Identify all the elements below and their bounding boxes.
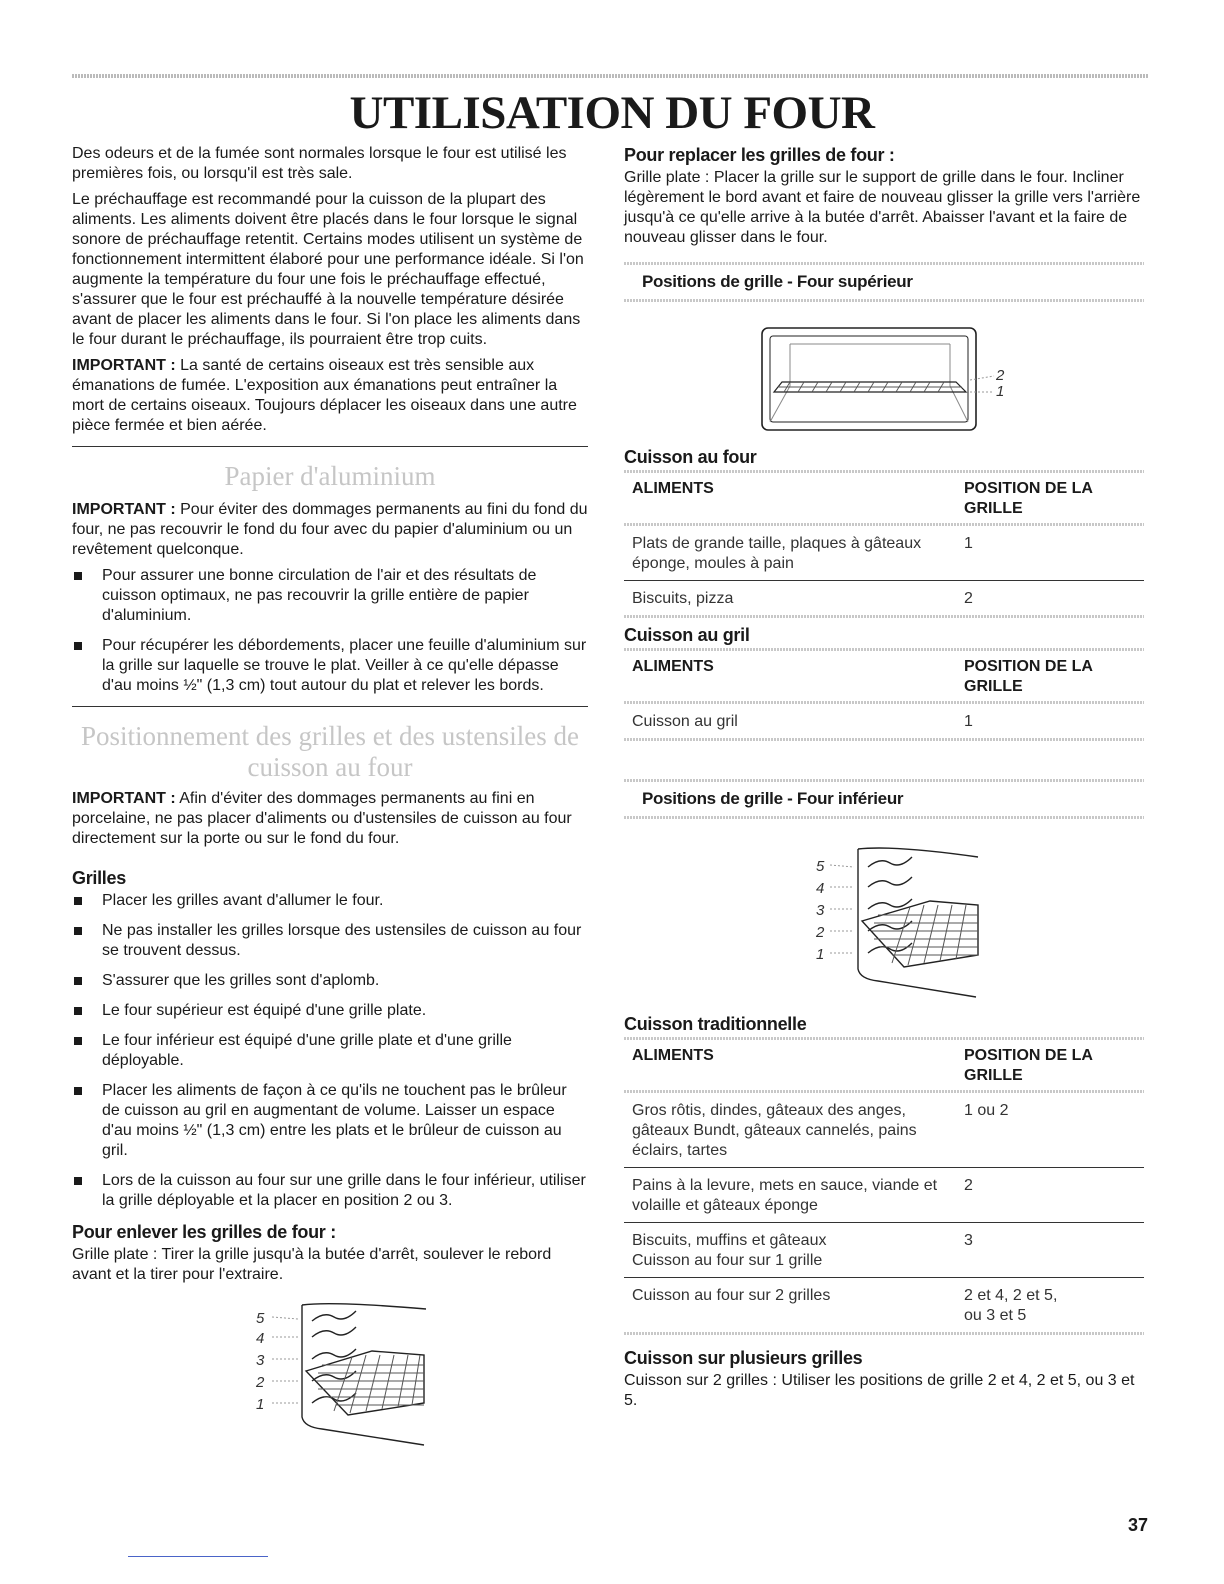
table-header: [624, 473, 1144, 523]
table-header: [624, 651, 1144, 701]
cell-food: Biscuits, muffins et gâteaux Cuisson au four sur 1 grille: [632, 1232, 827, 1269]
lower-rack-label-2: 2: [816, 924, 825, 941]
cell-food: Pains à la levure, mets en sauce, viande et volaille et gâteaux éponge: [632, 1177, 938, 1214]
important-text: Afin d'éviter des dommages permanents au fini en porcelaine, ne pas placer d'aliments ou d'ustensiles de cuisson au four directement sur la porte ou sur le fond du four.: [72, 790, 572, 847]
foil-bullet-list: [72, 566, 588, 696]
list-item: Lors de la cuisson au four sur une grille dans le four inférieur, utiliser la grille déployable et la placer en position 2 ou 3.: [72, 1171, 588, 1211]
intro-paragraph-1: Des odeurs et de la fumée sont normales lorsque le four est utilisé les premières fois, ou lorsqu'il est très sale.: [72, 145, 567, 182]
intro-paragraph-2: Le préchauffage est recommandé pour la cuisson de la plupart des aliments. Les aliments doivent être placés dans le four lorsque le signal sonore de préchauffage retentit. Certains modes utilisent un système de fonctionnement intermittent élaboré pour une performance idéale. Si l'on augmente la température du four une fois le préchauffage effectué, s'assurer que le four est préchauffé à la nouvelle température désirée avant de placer les aliments dans le four. Si l'on place les aliments dans le four durant le préchauffage, ils pourraient être trop cuits.: [72, 191, 584, 348]
left-column: [72, 144, 588, 1449]
replace-racks-heading: Pour replacer les grilles de four :: [624, 145, 895, 165]
table-row: [624, 526, 1144, 581]
broil-table-title: Cuisson au gril: [624, 625, 750, 645]
table-header: [624, 1040, 1144, 1090]
column-header-foods: ALIMENTS: [632, 658, 714, 675]
grilles-heading: Grilles: [72, 868, 126, 888]
cell-position: 2 et 4, 2 et 5, ou 3 et 5: [964, 1287, 1058, 1324]
list-item: Pour récupérer les débordements, placer une feuille d'aluminium sur la grille sur laquelle se trouve le plat. Veiller à ce qu'elle dépasse d'au moins ½" (1,3 cm) tout autour du plat et relever les bords.: [72, 636, 588, 696]
lower-oven-figure: [814, 843, 984, 1003]
baking-table-title: Cuisson au four: [624, 447, 757, 467]
remove-racks-text: Grille plate : Tirer la grille jusqu'à la butée d'arrêt, soulever le rebord avant et la tirer pour l'extraire.: [72, 1246, 552, 1283]
table-rule: [624, 816, 1144, 819]
table-rule: [624, 299, 1144, 302]
upper-rack-label-2: 2: [996, 367, 1005, 384]
right-column: [624, 144, 1144, 1417]
upper-rack-label-1: 1: [996, 383, 1005, 400]
lower-rack-label-3: 3: [816, 902, 825, 919]
cell-food: Biscuits, pizza: [632, 590, 734, 607]
rack-diagram: [252, 1299, 432, 1449]
lower-oven-table-title: Positions de grille - Four inférieur: [642, 789, 904, 808]
rack-label-5: 5: [256, 1310, 265, 1327]
replace-racks-text: Grille plate : Placer la grille sur le support de grille dans le four. Incliner légèrement le bord avant et faire de nouveau glisser la grille vers l'arrière jusqu'à ce qu'elle arrive à la butée d'arrêt. Abaisser l'avant et la faire de nouveau glisser dans le four.: [624, 169, 1141, 246]
lower-rack-label-4: 4: [816, 880, 825, 897]
broil-table: [624, 651, 1144, 741]
table-row: [624, 1093, 1144, 1168]
list-item: Placer les grilles avant d'allumer le four.: [72, 891, 588, 911]
important-label: IMPORTANT :: [72, 357, 176, 374]
page-title: UTILISATION DU FOUR: [349, 87, 875, 139]
cell-food: Cuisson au gril: [632, 713, 738, 730]
section-divider: [72, 446, 588, 447]
foil-important: [72, 500, 588, 560]
footer-line: [128, 1556, 268, 1557]
list-item: Le four inférieur est équipé d'une grille plate et d'une grille déployable.: [72, 1031, 588, 1071]
rack-label-4: 4: [256, 1330, 265, 1347]
list-item: S'assurer que les grilles sont d'aplomb.: [72, 971, 588, 991]
lower-oven-diagram: [814, 843, 984, 1003]
important-text: La santé de certains oiseaux est très sensible aux émanations de fumée. L'exposition aux émanations peut entraîner la mort de certains oiseaux. Toujours déplacer les oiseaux dans une autre pièce fermée et bien aérée.: [72, 357, 577, 434]
cell-position: 1: [964, 535, 973, 552]
column-header-foods: ALIMENTS: [632, 1047, 714, 1064]
positioning-heading-line-2: cuisson au four: [247, 752, 413, 782]
lower-rack-label-5: 5: [816, 858, 825, 875]
positioning-important: [72, 789, 588, 849]
cell-position: 1: [964, 713, 973, 730]
positioning-heading-line-1: Positionnement des grilles et des ustensiles de: [81, 721, 579, 751]
table-row: [624, 1278, 1144, 1332]
table-row: [624, 1168, 1144, 1223]
column-header-foods: ALIMENTS: [632, 480, 714, 497]
upper-oven-table-title: Positions de grille - Four supérieur: [642, 272, 913, 291]
cell-food: Gros rôtis, dindes, gâteaux des anges, gâteaux Bundt, gâteaux cannelés, pains éclairs, tartes: [632, 1102, 917, 1159]
top-rule: [72, 74, 1148, 78]
table-rule: [624, 1332, 1144, 1335]
column-header-rack-position: POSITION DE LA GRILLE: [964, 658, 1093, 695]
traditional-table: [624, 1040, 1144, 1335]
traditional-table-title: Cuisson traditionnelle: [624, 1014, 807, 1034]
cell-position: 1 ou 2: [964, 1102, 1009, 1119]
lower-rack-label-1: 1: [816, 946, 825, 963]
remove-racks-heading: Pour enlever les grilles de four :: [72, 1222, 336, 1242]
grilles-bullet-list: [72, 891, 588, 1211]
list-item: Ne pas installer les grilles lorsque des ustensiles de cuisson au four se trouvent dessus.: [72, 921, 588, 961]
rack-label-3: 3: [256, 1352, 265, 1369]
upper-oven-figure: [760, 326, 1020, 434]
list-item: Pour assurer une bonne circulation de l'air et des résultats de cuisson optimaux, ne pas recouvrir la grille entière de papier d'aluminium.: [72, 566, 588, 626]
cell-food: Cuisson au four sur 2 grilles: [632, 1287, 831, 1304]
table-row: [624, 581, 1144, 615]
cell-position: 2: [964, 1177, 973, 1194]
list-item: Le four supérieur est équipé d'une grille plate.: [72, 1001, 588, 1021]
table-row: [624, 704, 1144, 738]
multi-rack-text: Cuisson sur 2 grilles : Utiliser les positions de grille 2 et 4, 2 et 5, ou 3 et 5.: [624, 1372, 1135, 1409]
list-item: Placer les aliments de façon à ce qu'ils ne touchent pas le brûleur de cuisson au gril en augmentant de volume. Laisser un espace d'au moins ½" (1,3 cm) entre les plats et le brûleur de cuisson au gril.: [72, 1081, 588, 1161]
column-header-rack-position: POSITION DE LA GRILLE: [964, 1047, 1093, 1084]
column-header-rack-position: POSITION DE LA GRILLE: [964, 480, 1093, 517]
intro-paragraph-3: [72, 356, 588, 436]
cell-position: 3: [964, 1232, 973, 1249]
rack-label-1: 1: [256, 1396, 265, 1413]
cell-position: 2: [964, 590, 973, 607]
cell-food: Plats de grande taille, plaques à gâteaux éponge, moules à pain: [632, 535, 922, 572]
important-label: IMPORTANT :: [72, 501, 176, 518]
rack-label-2: 2: [256, 1374, 265, 1391]
positioning-heading: [72, 721, 588, 783]
multi-rack-heading: Cuisson sur plusieurs grilles: [624, 1348, 863, 1368]
important-label: IMPORTANT :: [72, 790, 176, 807]
upper-oven-diagram: [760, 326, 1020, 434]
important-text: Pour éviter des dommages permanents au fini du fond du four, ne pas recouvrir le fond du four avec du papier d'aluminium ou un revêtement quelconque.: [72, 501, 588, 558]
foil-heading: Papier d'aluminium: [224, 461, 436, 491]
table-rule: [624, 738, 1144, 741]
rack-positions-figure-left: [252, 1299, 432, 1449]
section-divider: [72, 706, 588, 707]
table-row: [624, 1223, 1144, 1278]
page-number: 37: [1127, 1515, 1148, 1535]
baking-table: [624, 473, 1144, 618]
